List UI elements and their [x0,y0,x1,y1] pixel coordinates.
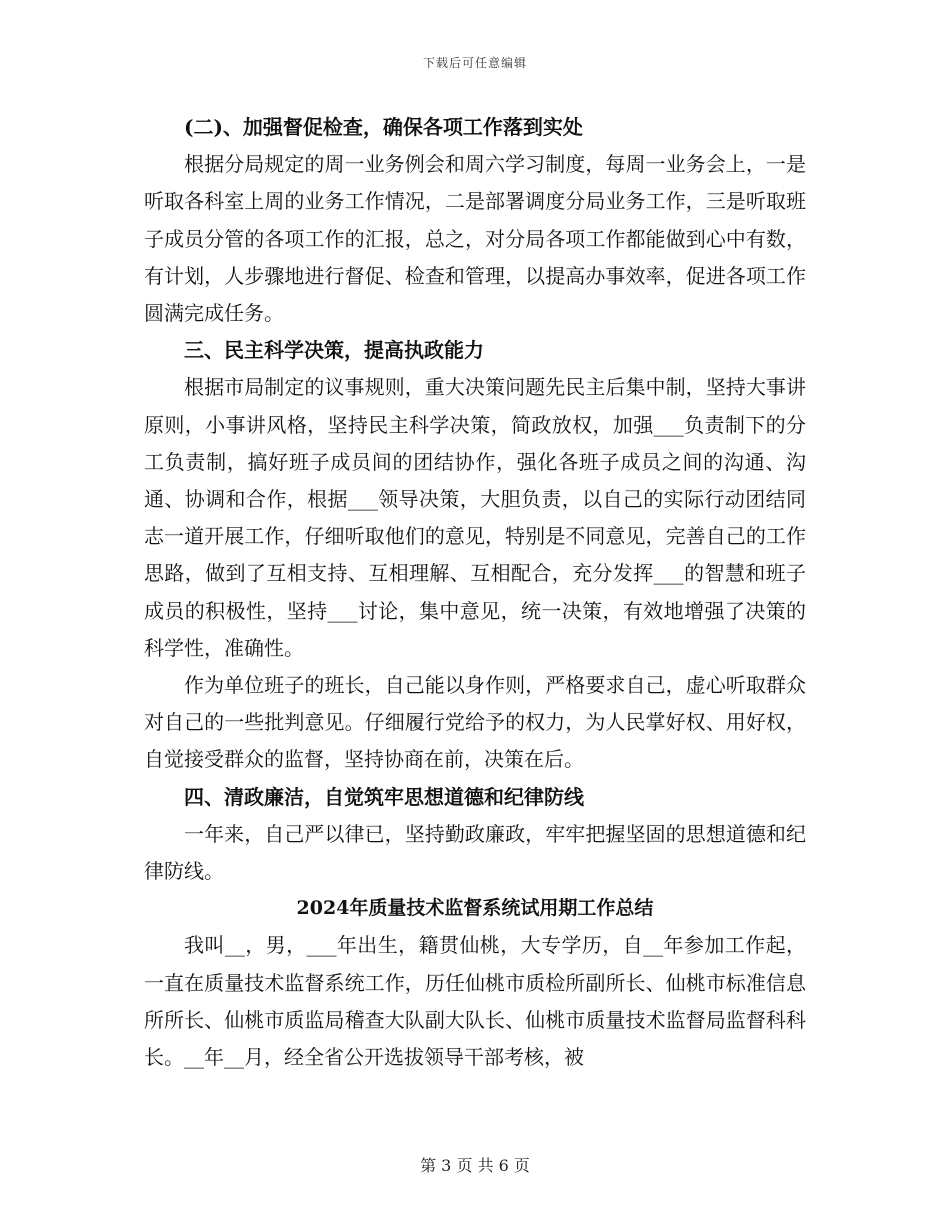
page-number: 第 3 页 共 6 页 [420,1156,530,1175]
paragraph: 作为单位班子的班长，自己能以身作则，严格要求自己，虚心听取群众对自己的一些批判意见。仔细履行党给予的权力，为人民掌好权、用好权，自觉接受群众的监督，坚持协商在前，决策在后。 [144,673,806,772]
paragraph: 根据分局规定的周一业务例会和周六学习制度，每周一业务会上，一是听取各科室上周的业务工作情况，二是部署调度分局业务工作，三是听取班子成员分管的各项工作的汇报，总之，对分局各项工作都能做到心中有数，有计划，人步骤地进行督促、检查和管理，以提高办事效率，促进各项工作圆满完成任务。 [144,152,806,326]
section-heading-3: 三、民主科学决策，提高执政能力 [184,338,484,363]
header-note: 下载后可任意编辑 [422,56,527,70]
document-title: 2024年质量技术监督系统试用期工作总结 [296,897,654,920]
paragraph: 根据市局制定的议事规则，重大决策问题先民主后集中制，坚持大事讲原则，小事讲风格，坚持民主科学决策，简政放权，加强___负责制下的分工负责制，搞好班子成员间的团结协作，强化各班子成员之间的沟通、沟通、协调和合作，根据___领导决策，大胆负责，以自己的实际行动团结同志一道开展工作，仔细听取他们的意见，特别是不同意见，完善自己的工作思路，做到了互相支持、互相理解、互相配合，充分发挥___的智慧和班子成员的积极性，坚持___讨论，集中意见，统一决策，有效地增强了决策的科学性，准确性。 [144,375,806,660]
document-body [144,109,806,1076]
paragraph: 我叫__，男，___年出生，籍贯仙桃，大专学历，自__年参加工作起，一直在质量技术监督系统工作，历任仙桃市质检所副所长、仙桃市标准信息所所长、仙桃市质监局稽查大队副大队长、仙桃市质量技术监督局监督科科长。__年__月，经全省公开选拔领导干部考核，被 [144,933,806,1070]
paragraph: 一年来，自己严以律已，坚持勤政廉政，牢牢把握坚固的思想道德和纪律防线。 [144,821,806,884]
section-heading-2-2: (二)、加强督促检查，确保各项工作落到实处 [184,115,583,139]
section-heading-4: 四、清政廉洁，自觉筑牢思想道德和纪律防线 [184,784,584,809]
